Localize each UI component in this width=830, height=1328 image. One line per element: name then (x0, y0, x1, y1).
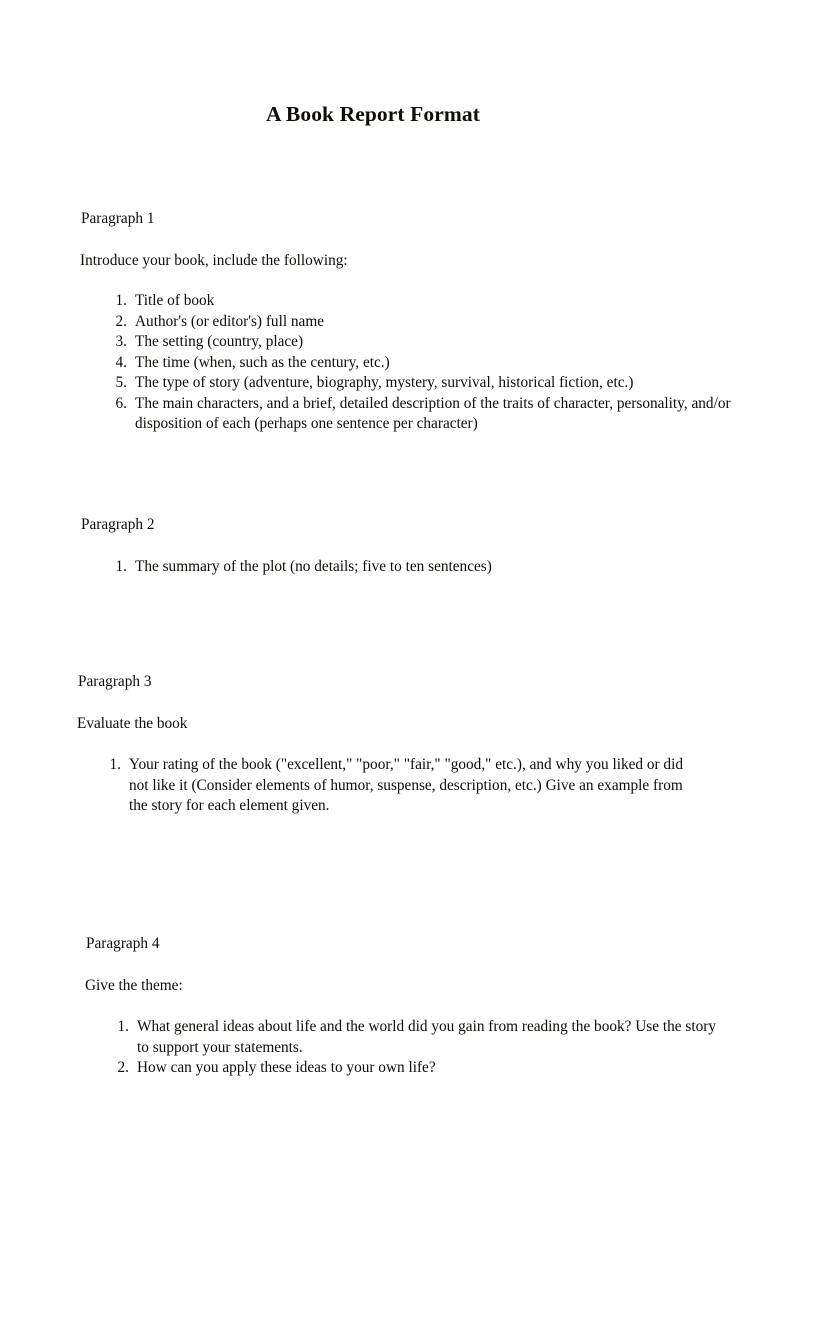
list-item-text: Title of book (135, 292, 215, 309)
list-item-text: Your rating of the book ("excellent," "poor," "fair," "good," etc.), and why you liked or did not like it (Consider elements of humor, suspense, description, etc.) Give an example from the story for each element given. (129, 756, 683, 814)
list-marker: 1. (109, 756, 121, 773)
section-paragraph-4 (86, 934, 786, 1079)
list-item-text: The type of story (adventure, biography, mystery, survival, historical fiction, etc.) (135, 374, 634, 391)
list-item-text: The time (when, such as the century, etc.) (135, 353, 390, 371)
list-paragraph-2 (105, 557, 781, 578)
lead-in-text-3: Evaluate the book (77, 714, 188, 732)
list-item (105, 557, 781, 578)
paragraph-label-3: Paragraph 3 (78, 673, 152, 690)
section-paragraph-2 (81, 515, 781, 577)
list-item (105, 394, 781, 435)
paragraph-label-4: Paragraph 4 (86, 935, 160, 952)
list-item-text: Author's (or editor's) full name (135, 312, 325, 330)
lead-in-text-1: Introduce your book, include the following: (80, 251, 348, 269)
list-item-text: What general ideas about life and the world did you gain from reading the book? Use the story to support your statements. (137, 1018, 716, 1056)
list-marker: 1. (117, 1018, 129, 1035)
list-item (107, 1017, 727, 1058)
list-item (105, 332, 781, 353)
list-marker: 6. (115, 394, 127, 412)
list-marker: 3. (115, 333, 127, 350)
page-title: A Book Report Format (266, 102, 480, 127)
lead-in-text-4: Give the theme: (85, 976, 183, 994)
paragraph-label-2: Paragraph 2 (81, 516, 155, 533)
list-paragraph-3 (99, 755, 694, 817)
list-marker: 1. (115, 292, 127, 309)
list-marker: 2. (117, 1059, 129, 1076)
list-item (107, 1058, 727, 1079)
list-marker: 2. (115, 312, 127, 330)
list-item-text: The summary of the plot (no details; five to ten sentences) (135, 557, 492, 575)
list-item-text: The main characters, and a brief, detailed description of the traits of character, personality, and/or disposition of each (perhaps one sentence per character) (135, 394, 731, 432)
list-marker: 1. (115, 557, 127, 575)
list-item (105, 353, 781, 374)
list-item-text: The setting (country, place) (135, 333, 304, 350)
list-item (105, 373, 781, 394)
list-paragraph-4 (107, 1017, 727, 1079)
list-item (99, 755, 694, 817)
list-item (105, 291, 781, 312)
list-marker: 5. (115, 374, 127, 391)
list-item-text: How can you apply these ideas to your own life? (137, 1059, 436, 1076)
list-item (105, 312, 781, 333)
section-paragraph-1 (81, 209, 781, 435)
paragraph-label-1: Paragraph 1 (81, 210, 155, 227)
section-paragraph-3 (78, 672, 778, 817)
list-marker: 4. (115, 353, 127, 371)
list-paragraph-1 (105, 291, 781, 435)
